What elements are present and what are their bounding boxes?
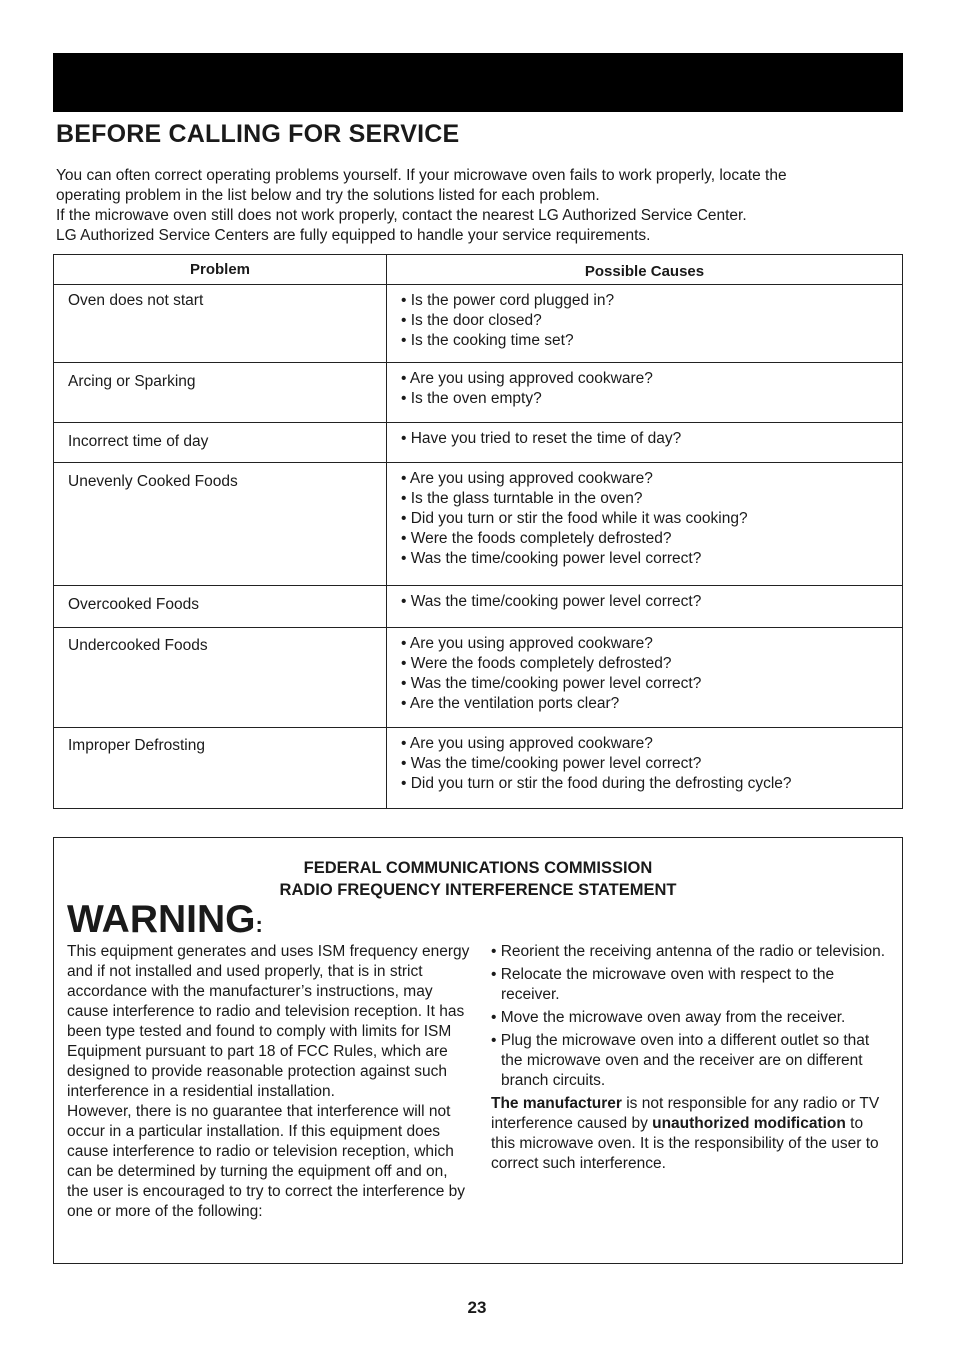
section-heading: BEFORE CALLING FOR SERVICE xyxy=(56,120,460,148)
cause-item: • Did you turn or stir the food while it was cooking? xyxy=(401,510,748,527)
intro-line: LG Authorized Service Centers are fully equipped to handle your service requirements. xyxy=(56,227,651,244)
table-row xyxy=(54,728,903,809)
intro-line: You can often correct operating problems yourself. If your microwave oven fails to work properly, locate the xyxy=(56,167,787,184)
causes-cell xyxy=(387,728,903,809)
table-row xyxy=(54,285,903,363)
remedy-bullet: • Relocate the microwave oven with respect to the receiver. xyxy=(491,966,835,1003)
cause-item: • Are you using approved cookware? xyxy=(401,370,653,387)
table-row xyxy=(54,423,903,463)
cause-item: • Did you turn or stir the food during the defrosting cycle? xyxy=(401,775,792,792)
remedy-bullet: • Plug the microwave oven into a different outlet so that the microwave oven and the receiver are on different branch circuits. xyxy=(491,1032,870,1089)
cause-item: • Is the oven empty? xyxy=(401,390,542,407)
fcc-statement-box xyxy=(53,837,903,1264)
problem-cell: Incorrect time of day xyxy=(54,423,387,463)
fcc-paragraph: This equipment generates and uses ISM frequency energy and if not installed and used properly, that is in strict accordance with the manufacturer’s instructions, may cause interference to radio and television reception. It has been type tested and found to comply with limits for ISM Equipment pursuant to part 18 of FCC Rules, which are designed to provide reasonable protection against such interference in a residential installation. xyxy=(67,943,470,1100)
causes-cell xyxy=(387,586,903,628)
fcc-title-line: RADIO FREQUENCY INTERFERENCE STATEMENT xyxy=(279,881,677,899)
manufacturer-disclaimer xyxy=(491,1094,891,1174)
disclaimer-text: is not responsible for any radio or TV interference caused by xyxy=(491,1095,880,1132)
intro-line: operating problem in the list below and try the solutions listed for each problem. xyxy=(56,187,600,204)
warning-heading xyxy=(67,898,263,942)
cause-item: • Were the foods completely defrosted? xyxy=(401,655,672,672)
table-row xyxy=(54,586,903,628)
cause-item: • Are you using approved cookware? xyxy=(401,635,653,652)
troubleshooting-table xyxy=(53,254,903,809)
causes-cell xyxy=(387,463,903,586)
causes-cell xyxy=(387,628,903,728)
warning-word: WARNING xyxy=(67,898,256,941)
fcc-left-column xyxy=(67,942,472,1222)
problem-cell: Overcooked Foods xyxy=(54,586,387,628)
problem-cell: Oven does not start xyxy=(54,285,387,363)
cause-item: • Was the time/cooking power level correct? xyxy=(401,755,702,772)
cause-item: • Is the glass turntable in the oven? xyxy=(401,490,643,507)
problem-cell: Undercooked Foods xyxy=(54,628,387,728)
causes-cell xyxy=(387,423,903,463)
remedy-bullet: • Reorient the receiving antenna of the radio or television. xyxy=(491,943,886,960)
column-header-causes: Possible Causes xyxy=(387,255,903,285)
table-row xyxy=(54,628,903,728)
disclaimer-bold: unauthorized modification xyxy=(652,1115,846,1132)
causes-cell xyxy=(387,285,903,363)
intro-text xyxy=(56,166,916,246)
intro-line: If the microwave oven still does not work properly, contact the nearest LG Authorized Service Center. xyxy=(56,207,747,224)
cause-item: • Is the door closed? xyxy=(401,312,542,329)
cause-item: • Have you tried to reset the time of day? xyxy=(401,430,682,447)
fcc-title xyxy=(54,857,902,901)
problem-cell: Improper Defrosting xyxy=(54,728,387,809)
fcc-right-column xyxy=(491,942,891,1174)
page-number: 23 xyxy=(467,1298,487,1317)
table-row xyxy=(54,463,903,586)
problem-cell: Unevenly Cooked Foods xyxy=(54,463,387,586)
cause-item: • Are you using approved cookware? xyxy=(401,735,653,752)
cause-item: • Is the power cord plugged in? xyxy=(401,292,615,309)
fcc-paragraph: However, there is no guarantee that interference will not occur in a particular installation. If this equipment does cause interference to radio or television reception, which can be determined by turning the equipment off and on, the user is encouraged to try to correct the interference by one or more of the following: xyxy=(67,1103,466,1220)
cause-item: • Was the time/cooking power level correct? xyxy=(401,675,702,692)
cause-item: • Are you using approved cookware? xyxy=(401,470,653,487)
cause-item: • Is the cooking time set? xyxy=(401,332,574,349)
column-header-problem: Problem xyxy=(54,255,387,285)
cause-item: • Are the ventilation ports clear? xyxy=(401,695,620,712)
causes-cell xyxy=(387,363,903,423)
fcc-title-line: FEDERAL COMMUNICATIONS COMMISSION xyxy=(303,859,653,877)
cause-item: • Was the time/cooking power level correct? xyxy=(401,550,702,567)
remedy-bullet: • Move the microwave oven away from the receiver. xyxy=(491,1009,846,1026)
disclaimer-text: to this microwave oven. It is the responsibility of the user to correct such interference. xyxy=(491,1115,879,1172)
cause-item: • Was the time/cooking power level correct? xyxy=(401,593,702,610)
cause-item: • Were the foods completely defrosted? xyxy=(401,530,672,547)
warning-colon: : xyxy=(255,912,263,937)
table-header-row xyxy=(54,255,903,285)
table-row xyxy=(54,363,903,423)
problem-cell: Arcing or Sparking xyxy=(54,363,387,423)
header-bar xyxy=(53,53,903,112)
disclaimer-bold: The manufacturer xyxy=(491,1095,622,1112)
